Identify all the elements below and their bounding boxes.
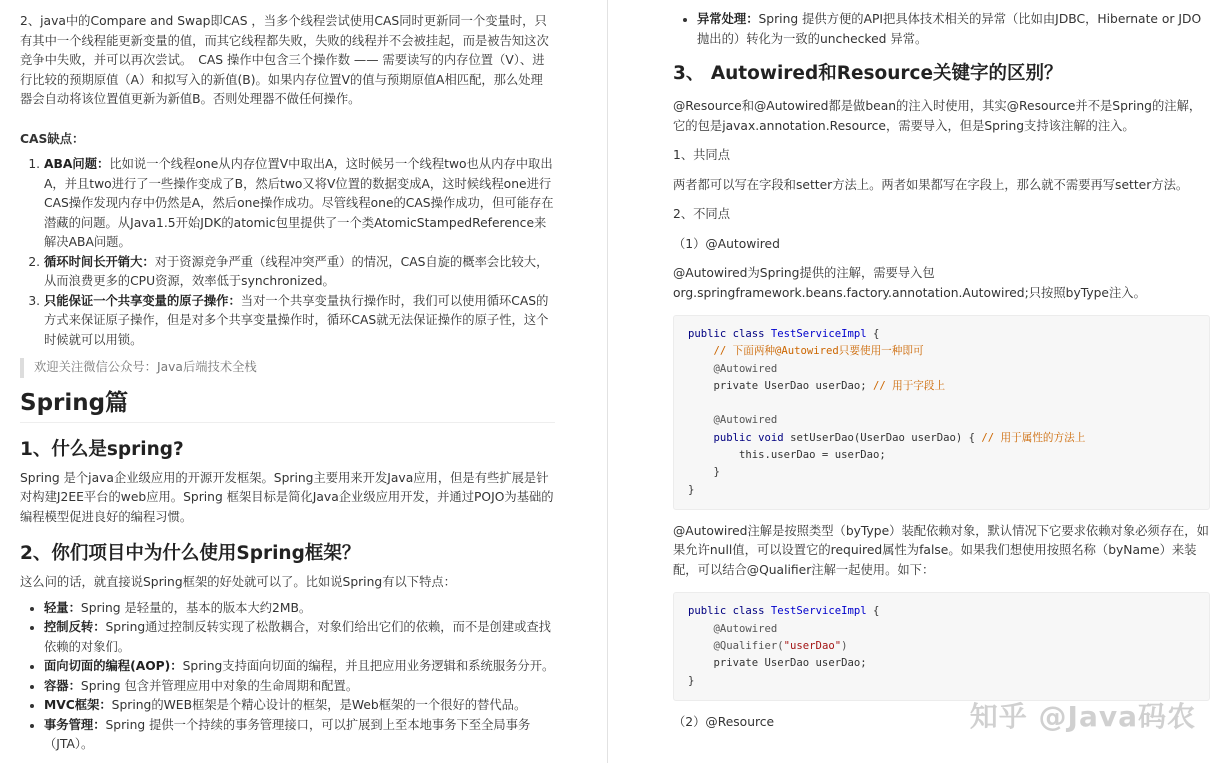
item-text: Spring 提供一个持续的事务管理接口，可以扩展到上至本地事务下至全局事务（JTA）。 [44, 717, 531, 751]
code-token: } [688, 483, 695, 496]
item-text: Spring通过控制反转实现了松散耦合，对象们给出它们的依赖，而不是创建或查找依赖的对象们。 [44, 620, 551, 654]
paragraph: 两者都可以写在字段和setter方法上。两者如果都写在字段上，那么就不需要再写setter方法。 [673, 177, 1189, 192]
item-text: Spring的WEB框架是个精心设计的框架，是Web框架的一个很好的替代品。 [111, 698, 527, 712]
item-label: 控制反转： [44, 620, 106, 634]
list-item [44, 716, 555, 755]
question-answer: 这么问的话，就直接说Spring框架的好处就可以了。比如说Spring有以下特点： [20, 575, 456, 589]
item-label: 只能保证一个共享变量的原子操作： [44, 293, 241, 308]
code-token: TestServiceImpl [770, 328, 867, 340]
code-token: setUserDao(UserDao userDao) { [790, 431, 982, 444]
item-label: 循环时间长开销大： [44, 254, 155, 269]
question-title: 2、你们项目中为什么使用Spring框架？ [20, 543, 361, 564]
paragraph: @Autowired注解是按照类型（byType）装配依赖对象，默认情况下它要求依赖对象必须存在，如果允许null值，可以设置它的required属性为false。如果我们想使用按照名称（byName）来装配，可以结合@Qualifier注解一起使用。如下： [673, 523, 1209, 577]
list-item [44, 599, 555, 619]
list-item [44, 155, 555, 253]
item-label: 事务管理： [44, 717, 106, 732]
item-text: Spring支持面向切面的编程，并且把应用业务逻辑和系统服务分开。 [182, 659, 555, 673]
paragraph: @Autowired为Spring提供的注解，需要导入包org.springframework.beans.factory.annotation.Autowired;只按照byType注入。 [673, 266, 1146, 300]
code-annotation: @Qualifier( [688, 640, 784, 653]
code-string: "userDao" [783, 640, 842, 653]
code-token: } [688, 466, 720, 479]
list-item [44, 253, 555, 292]
code-block [673, 315, 1210, 510]
list-item [44, 677, 555, 697]
code-comment: // 用于字段上 [872, 379, 946, 392]
code-annotation: @Autowired [688, 414, 778, 427]
list-item [697, 10, 1210, 49]
item-text: 比如说一个线程one从内存位置V中取出A，这时候另一个线程two也从内存中取出A，并且two进行了一些操作变成了B，然后two又将V位置的数据变成A，这时候线程one进行CAS操作发现内存中仍然是A，然后one操作成功。尽管线程one的CAS操作成功，但可能存在潜藏的问题。从Java1.5开始JDK的atomic包里提供了一个类AtomicStampedReference来解决ABA问题。 [44, 157, 554, 249]
item-label: MVC框架： [44, 698, 112, 712]
subheading-same: 1、共同点 [673, 148, 731, 162]
item-text: Spring 是轻量的，基本的版本大约2MB。 [80, 600, 312, 615]
code-token: { [866, 605, 880, 618]
list-item [44, 292, 555, 351]
item-label: 异常处理： [697, 12, 759, 26]
item-label: ABA问题： [44, 157, 110, 171]
code-token: private UserDao userDao; [688, 379, 873, 392]
blockquote: 欢迎关注微信公众号：Java后端技术全栈 [20, 358, 555, 378]
item-text: Spring 包含并管理应用中对象的生命周期和配置。 [80, 678, 359, 693]
code-comment: // 用于属性的方法上 [981, 431, 1086, 444]
list-item [44, 657, 555, 677]
code-token: private UserDao userDao; [688, 657, 867, 670]
subheading-diff: 2、不同点 [673, 207, 731, 221]
left-page [0, 0, 607, 763]
right-page [607, 0, 1226, 763]
question-answer: Spring 是个java企业级应用的开源开发框架。Spring主要用来开发Java应用，但是有些扩展是针对构建J2EE平台的web应用。Spring 框架目标是简化Java企业级应用开发，并通过POJO为基础的编程模型促进良好的编程习惯。 [20, 470, 554, 524]
item-text: 对于资源竞争严重（线程冲突严重）的情况，CAS自旋的概率会比较大，从而浪费更多的CPU资源，效率低于synchronized。 [44, 254, 549, 288]
item-text: Spring 提供方便的API把具体技术相关的异常（比如由JDBC，Hibernate or JDO抛出的）转化为一致的unchecked 异常。 [697, 12, 1202, 46]
list-item [44, 696, 555, 716]
code-token: this.userDao = userDao; [688, 449, 886, 462]
code-comment: // 下面两种@Autowired只要使用一种即可 [688, 345, 924, 358]
question-title: 3、 Autowired和Resource关键字的区别？ [673, 63, 1063, 84]
exception-list [673, 10, 1210, 49]
cas-drawbacks-list [20, 155, 555, 350]
paragraph: @Resource和@Autowired都是做bean的注入时使用，其实@Resource并不是Spring的注解，它的包是javax.annotation.Resource，需要导入，但是Spring支持该注解的注入。 [673, 99, 1202, 133]
question-title: 1、什么是spring? [20, 438, 184, 460]
code-token: public class [688, 328, 771, 340]
code-annotation: ) [841, 640, 848, 653]
code-token: public class [688, 605, 771, 618]
code-token: { [866, 328, 880, 340]
code-token: TestServiceImpl [770, 605, 867, 618]
item-text: 当对一个共享变量执行操作时，我们可以使用循环CAS的方式来保证原子操作，但是对多个共享变量操作时，循环CAS就无法保证操作的原子性，这个时候就可以用锁。 [44, 293, 549, 347]
item-label: 面向切面的编程(AOP)： [44, 659, 183, 673]
list-item [44, 618, 555, 657]
code-token: } [688, 674, 695, 687]
code-token: public void [688, 431, 791, 444]
spring-features-list [20, 599, 555, 755]
cas-intro-paragraph: 2、java中的Compare and Swap即CAS ，当多个线程尝试使用CAS同时更新同一个变量时，只有其中一个线程能更新变量的值，而其它线程都失败，失败的线程并不会被挂起，而是被告知这次竞争中失败，并可以再次尝试。 CAS 操作中包含三个操作数 —— 需要读写的内存位置（V）、进行比较的预期原值（A）和拟写入的新值(B)。如果内存位置V的值与预期原值A相匹配，那么处理器会自动将该位置值更新为新值B。否则处理器不做任何操作。 [20, 14, 549, 106]
section-heading-spring: Spring篇 [20, 388, 555, 423]
subheading-autowired: （1）@Autowired [673, 236, 780, 251]
item-label: 轻量： [44, 600, 81, 615]
cas-drawbacks-title: CAS缺点： [20, 131, 85, 146]
code-annotation: @Autowired [688, 622, 778, 635]
subheading-resource: （2）@Resource [673, 714, 775, 729]
zhihu-watermark: 知乎 @Java码农 [969, 700, 1196, 733]
code-block [673, 592, 1210, 700]
item-label: 容器： [44, 678, 81, 693]
code-annotation: @Autowired [688, 362, 778, 375]
